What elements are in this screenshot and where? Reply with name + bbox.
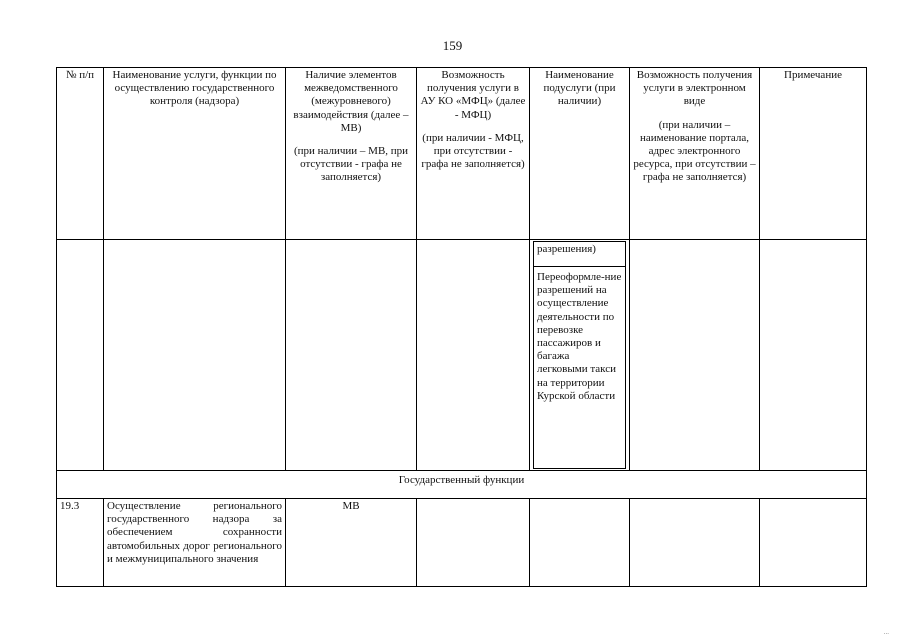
header-electronic bbox=[630, 68, 760, 240]
header-mv bbox=[286, 68, 417, 240]
cont-mv-cell bbox=[286, 240, 417, 471]
row-mfc bbox=[417, 499, 530, 587]
services-table bbox=[56, 67, 867, 587]
row-subservice bbox=[530, 499, 630, 587]
table-row bbox=[57, 499, 867, 587]
header-service-name bbox=[104, 68, 286, 240]
subservice-reissue: Переоформле-ние разрешений на осуществление деятельности по перевозке пассажиров и багажа легковыми такси на территории Курской области bbox=[534, 267, 626, 469]
row-electronic bbox=[630, 499, 760, 587]
header-mv-note: (при наличии – МВ, при отсутствии - графа не заполняется) bbox=[293, 144, 409, 184]
header-number bbox=[57, 68, 104, 240]
cont-number-cell bbox=[57, 240, 104, 471]
cont-name-cell bbox=[104, 240, 286, 471]
cont-mfc-cell bbox=[417, 240, 530, 471]
section-row bbox=[57, 471, 867, 499]
page-number: 159 bbox=[442, 38, 463, 53]
row-note bbox=[760, 499, 867, 587]
header-electronic-note: (при наличии – наименование портала, адрес электронного ресурса, при отсутствии – графа не заполняется) bbox=[633, 118, 756, 184]
header-mfc bbox=[417, 68, 530, 240]
cont-electronic-cell bbox=[630, 240, 760, 471]
row-number: 19.3 bbox=[57, 499, 104, 587]
header-mfc-label: Возможность получения услуги в АУ КО «МФЦ» (далее - МФЦ) bbox=[420, 69, 526, 121]
row-service-name: Осуществление регионального государственного надзора за обеспечением сохранности автомобильных дорог регионального и межмуниципального значения bbox=[104, 499, 286, 587]
header-row bbox=[57, 68, 867, 240]
cont-note-cell bbox=[760, 240, 867, 471]
continuation-row bbox=[57, 240, 867, 471]
header-subservice bbox=[530, 68, 630, 240]
section-title: Государственный функции bbox=[57, 471, 867, 499]
header-subservice-label: Наименование подуслуги (при наличии) bbox=[543, 69, 616, 108]
cont-subservice-cell bbox=[530, 240, 630, 471]
header-note-label: Примечание bbox=[784, 69, 842, 81]
header-electronic-label: Возможность получения услуги в электронном виде bbox=[636, 69, 753, 108]
header-mfc-note: (при наличии - МФЦ, при отсутствии - графа не заполняется) bbox=[421, 131, 525, 171]
header-mv-label: Наличие элементов межведомственного (межуровневого) взаимодействия (далее – МВ) bbox=[293, 69, 409, 134]
subservice-tail: разрешения) bbox=[534, 242, 626, 267]
header-note bbox=[760, 68, 867, 240]
header-service-name-label: Наименование услуги, функции по осуществлению государственного контроля (надзора) bbox=[112, 69, 277, 108]
subservice-subtable bbox=[533, 241, 626, 469]
header-number-label: № п/п bbox=[65, 69, 95, 81]
row-mv: МВ bbox=[286, 499, 417, 587]
corner-marks: ... bbox=[883, 628, 889, 636]
